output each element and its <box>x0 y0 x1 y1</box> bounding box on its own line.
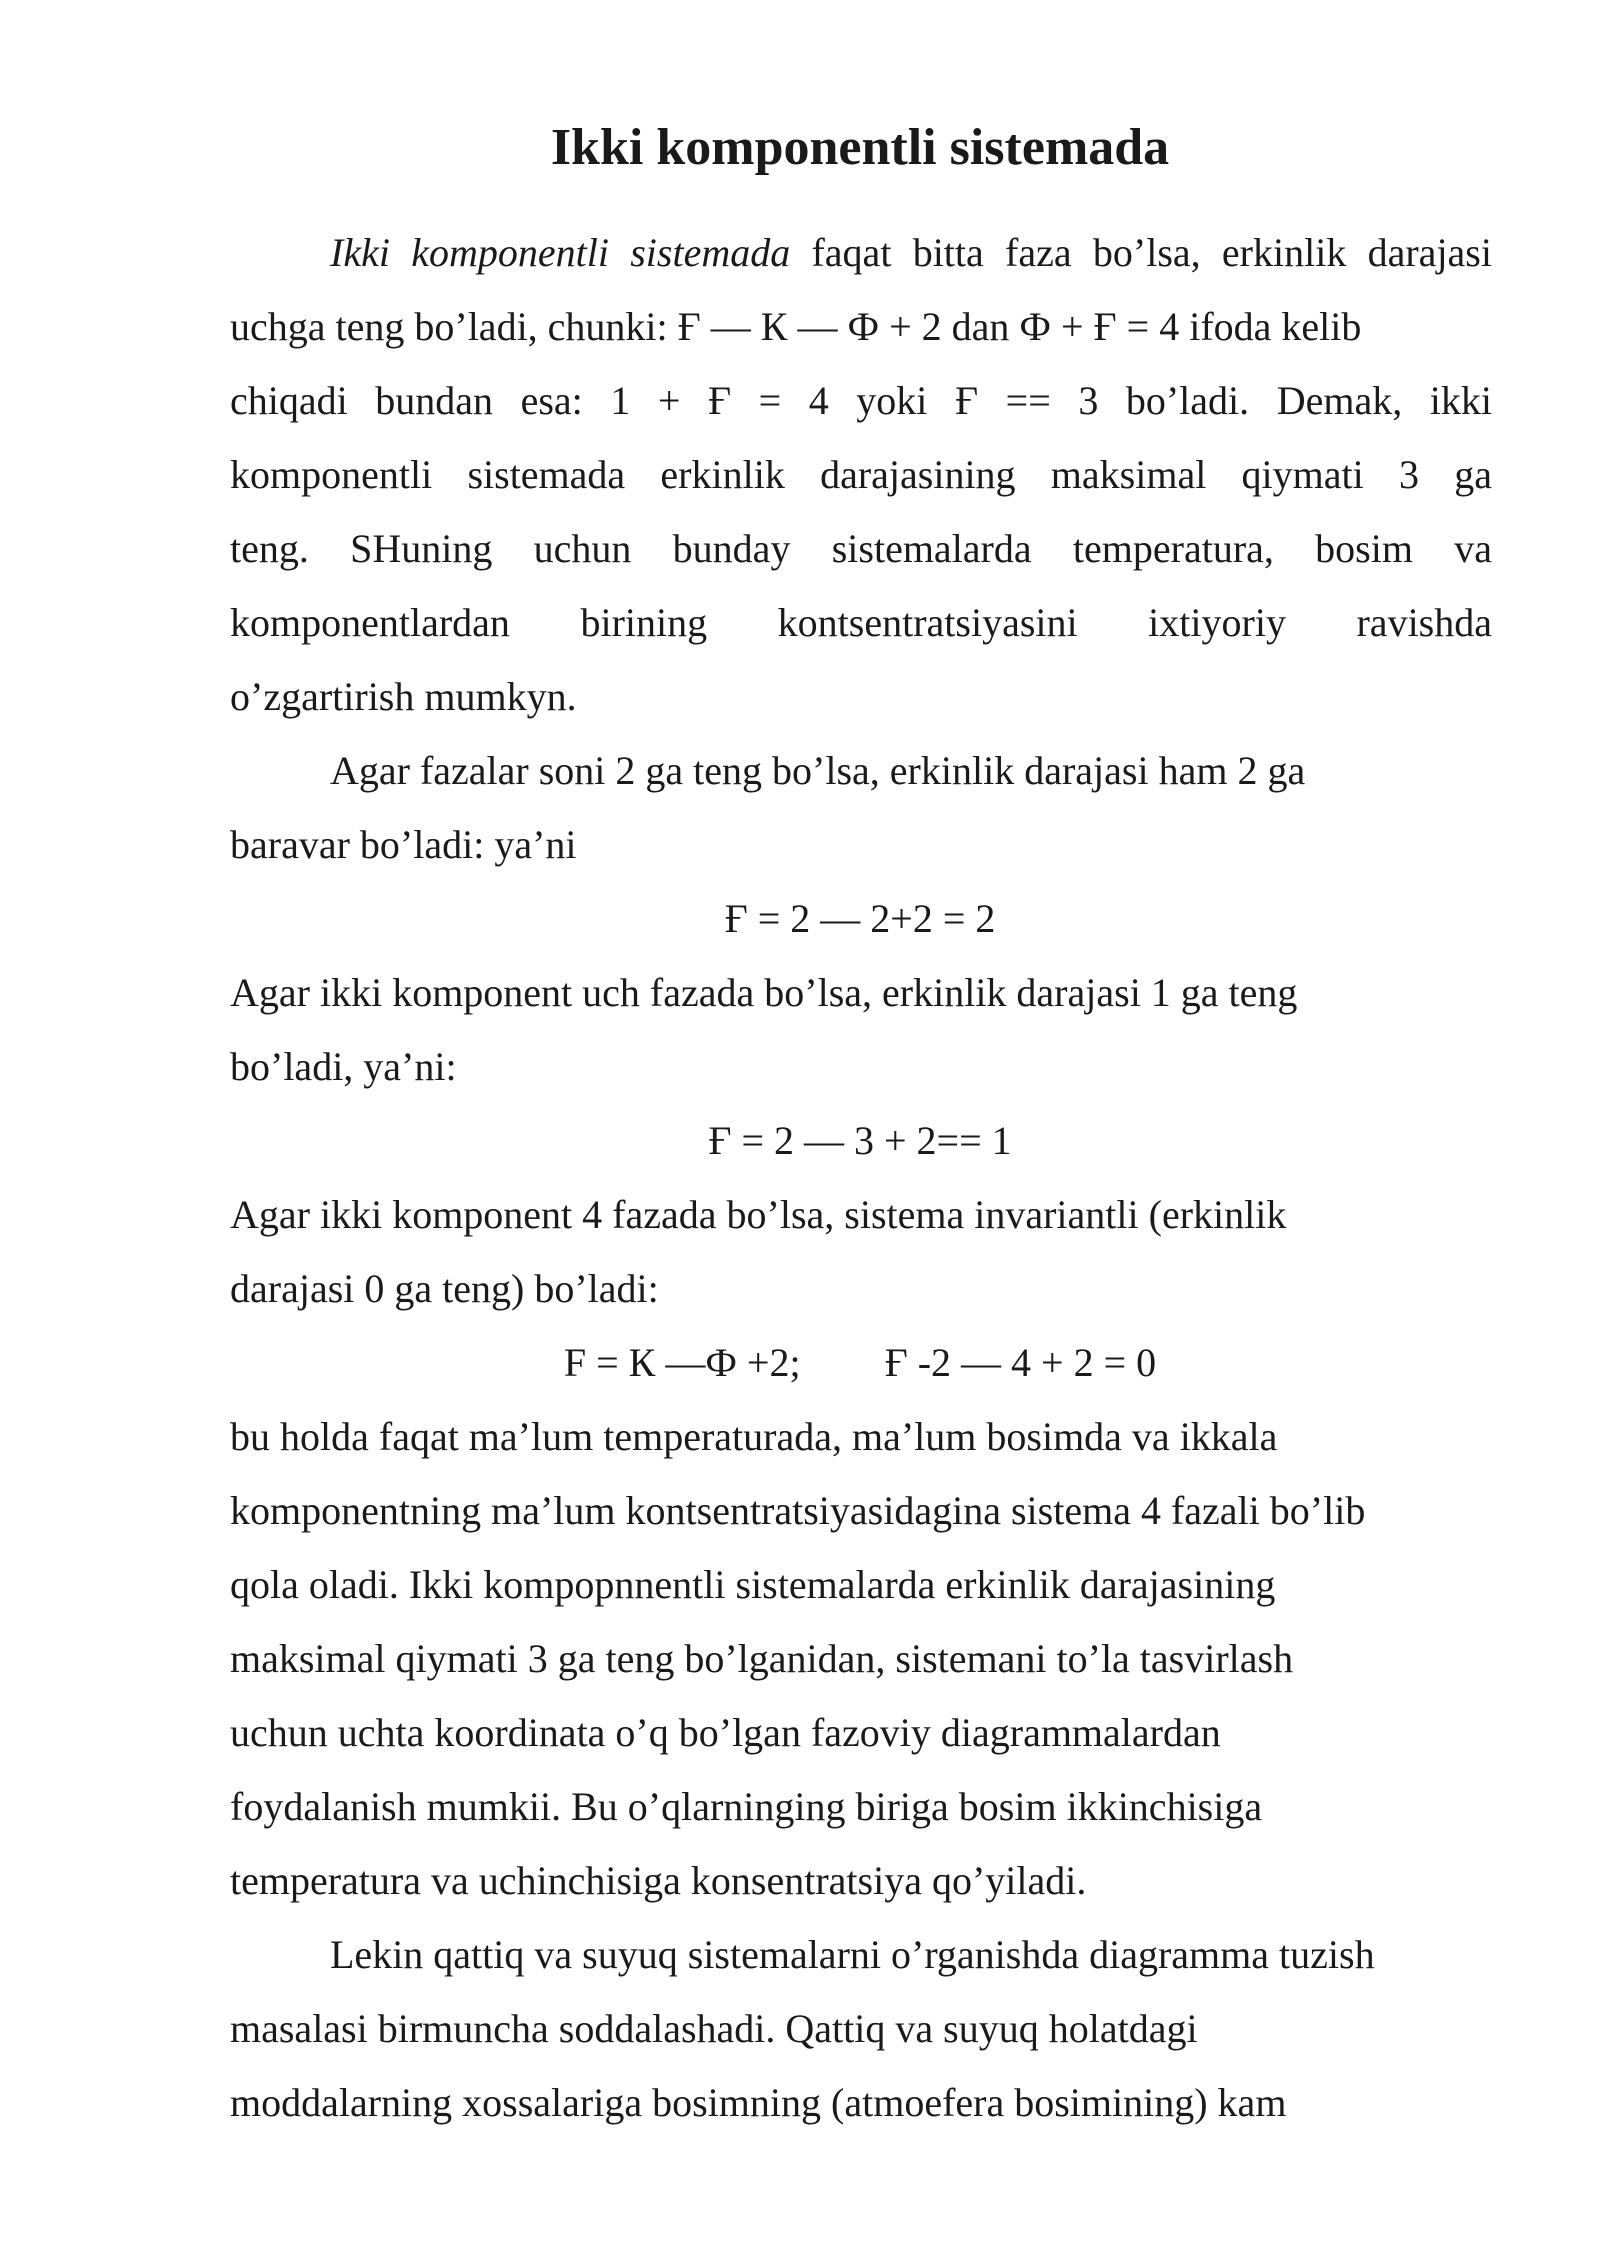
text-line: moddalarning xossalariga bosimning (atmoefera bosimining) kam <box>230 2080 1287 2125</box>
text-line: uchga teng bo’ladi, chunki: Ғ — К — Ф + 2 dan Ф + Ғ = 4 ifoda kelib <box>230 304 1362 349</box>
text-line: uchun uchta koordinata o’q bo’lgan fazoviy diagrammalardan <box>230 1710 1221 1755</box>
formula-line <box>0 1326 1600 1400</box>
text-line: teng. SHuning uchun bunday sistemalarda temperatura, bosim va <box>230 526 1492 571</box>
text-line: baravar bo’ladi: ya’ni <box>230 822 577 867</box>
text-line: foydalanish mumkii. Bu o’qlarninging biriga bosim ikkinchisiga <box>230 1784 1263 1829</box>
formula-part: Ғ -2 — 4 + 2 = 0 <box>884 1340 1157 1385</box>
formula-line: Ғ = 2 — 3 + 2== 1 <box>708 1118 1012 1163</box>
italic-term: Ikki komponentli sistemada <box>330 230 791 275</box>
formula-part: F = К —Ф +2; <box>563 1340 801 1385</box>
text-line: Lekin qattiq va suyuq sistemalarni o’rganishda diagramma tuzish <box>330 1932 1375 1977</box>
text-line: Agar ikki komponent uch fazada bo’lsa, erkinlik darajasi 1 ga teng <box>230 970 1298 1015</box>
text-line: komponentning ma’lum kontsentratsiyasidagina sistema 4 fazali bo’lib <box>230 1488 1366 1533</box>
text-line: bu holda faqat ma’lum temperaturada, ma’lum bosimda va ikkala <box>230 1414 1278 1459</box>
text-line: masalasi birmuncha soddalashadi. Qattiq va suyuq holatdagi <box>230 2006 1198 2051</box>
text-line: maksimal qiymati 3 ga teng bo’lganidan, sistemani to’la tasvirlash <box>230 1636 1294 1681</box>
text-line: Agar fazalar soni 2 ga teng bo’lsa, erkinlik darajasi ham 2 ga <box>330 748 1306 793</box>
text-line: qola oladi. Ikki kompopnnentli sistemalarda erkinlik darajasining <box>230 1562 1276 1607</box>
text-line: Agar ikki komponent 4 fazada bo’lsa, sistema invariantli (erkinlik <box>230 1192 1287 1237</box>
text-line: bo’ladi, ya’ni: <box>230 1044 457 1089</box>
text-line: o’zgartirish mumkyn. <box>230 674 577 719</box>
page-title: Ikki komponentli sistemada <box>550 119 1170 176</box>
text-line: temperatura va uchinchisiga konsentratsiya qo’yiladi. <box>230 1858 1087 1903</box>
text-line: komponentlardan birining kontsentratsiyasini ixtiyoriy ravishda <box>230 600 1492 645</box>
text-line: komponentli sistemada erkinlik darajasining maksimal qiymati 3 ga <box>230 452 1492 497</box>
text-line: darajasi 0 ga teng) bo’ladi: <box>230 1266 659 1311</box>
text-line: Ikki komponentli sistemada faqat bitta faza bo’lsa, erkinlik darajasi <box>330 230 1492 275</box>
formula-line: Ғ = 2 — 2+2 = 2 <box>724 896 996 941</box>
text-line: chiqadi bundan esa: 1 + Ғ = 4 yoki Ғ == 3 bo’ladi. Demak, ikki <box>230 378 1492 423</box>
